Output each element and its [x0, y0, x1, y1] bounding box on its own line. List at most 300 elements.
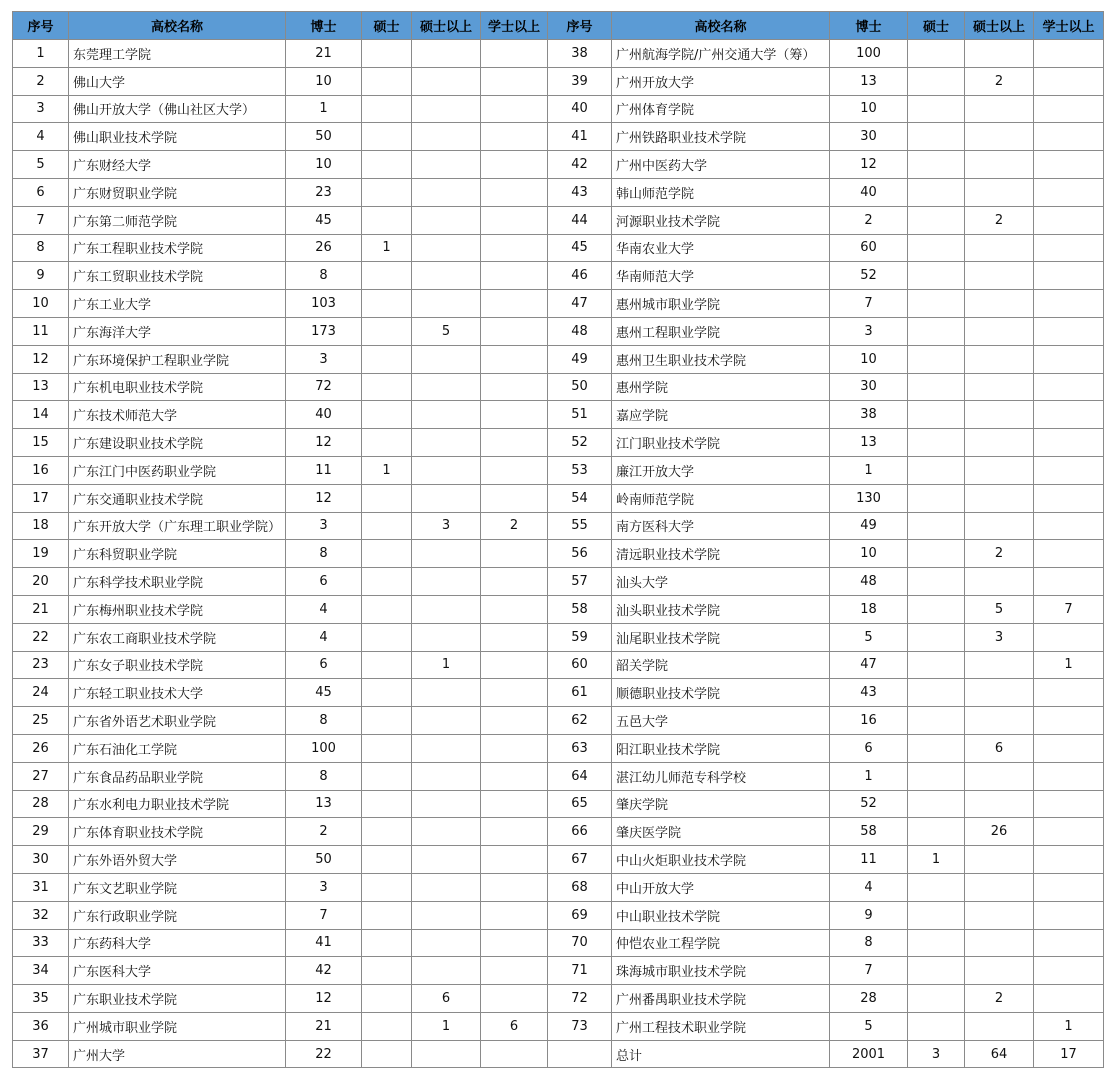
school-name-cell: 嘉应学院 [612, 401, 830, 429]
master-plus-cell [965, 290, 1034, 318]
bachelor-plus-cell [1034, 234, 1104, 262]
seq-cell: 61 [548, 679, 612, 707]
table-row [13, 151, 1104, 179]
bachelor-plus-cell [1034, 818, 1104, 846]
school-name-cell: 广东职业技术学院 [69, 985, 286, 1013]
master-plus-cell: 2 [965, 540, 1034, 568]
seq-cell: 72 [548, 985, 612, 1013]
school-name-cell: 佛山大学 [69, 67, 286, 95]
school-name-cell: 广东体育职业技术学院 [69, 818, 286, 846]
master-plus-cell [412, 67, 481, 95]
bachelor-plus-cell [1034, 373, 1104, 401]
table-row [13, 734, 1104, 762]
master-cell [908, 234, 965, 262]
school-name-cell: 广东水利电力职业技术学院 [69, 790, 286, 818]
phd-cell: 12 [286, 484, 362, 512]
master-plus-header: 硕士以上 [412, 12, 481, 40]
master-cell [908, 345, 965, 373]
master-plus-cell: 1 [412, 1012, 481, 1040]
master-cell [362, 762, 412, 790]
school-name-cell: 广东女子职业技术学院 [69, 651, 286, 679]
seq-cell: 58 [548, 595, 612, 623]
phd-cell: 8 [286, 540, 362, 568]
table-row [13, 985, 1104, 1013]
seq-cell: 57 [548, 568, 612, 596]
school-name-cell: 广东食品药品职业学院 [69, 762, 286, 790]
bachelor-plus-cell [1034, 401, 1104, 429]
phd-cell: 12 [830, 151, 908, 179]
master-plus-cell: 3 [412, 512, 481, 540]
seq-cell: 27 [13, 762, 69, 790]
bachelor-plus-cell [1034, 568, 1104, 596]
master-cell [908, 1012, 965, 1040]
master-plus-cell: 26 [965, 818, 1034, 846]
master-cell [362, 429, 412, 457]
school-name-header: 高校名称 [69, 12, 286, 40]
seq-cell: 11 [13, 317, 69, 345]
seq-cell: 30 [13, 846, 69, 874]
school-name-cell: 韶关学院 [612, 651, 830, 679]
master-cell [362, 707, 412, 735]
school-name-cell: 肇庆医学院 [612, 818, 830, 846]
master-plus-cell [412, 540, 481, 568]
bachelor-plus-cell [1034, 790, 1104, 818]
seq-cell: 64 [548, 762, 612, 790]
seq-cell: 21 [13, 595, 69, 623]
seq-cell: 71 [548, 957, 612, 985]
seq-cell: 51 [548, 401, 612, 429]
master-cell [362, 512, 412, 540]
school-name-cell: 广东科贸职业学院 [69, 540, 286, 568]
master-plus-cell [965, 512, 1034, 540]
bachelor-plus-cell [1034, 846, 1104, 874]
bachelor-plus-cell [1034, 67, 1104, 95]
master-plus-cell [965, 873, 1034, 901]
school-name-cell: 广东财经大学 [69, 151, 286, 179]
phd-cell: 30 [830, 373, 908, 401]
school-name-cell: 惠州学院 [612, 373, 830, 401]
phd-cell: 40 [286, 401, 362, 429]
seq-cell: 28 [13, 790, 69, 818]
school-name-cell: 广东省外语艺术职业学院 [69, 707, 286, 735]
table-row [13, 957, 1104, 985]
master-cell [362, 651, 412, 679]
seq-cell: 42 [548, 151, 612, 179]
phd-cell: 2 [830, 206, 908, 234]
phd-cell: 72 [286, 373, 362, 401]
phd-cell: 9 [830, 901, 908, 929]
master-header: 硕士 [362, 12, 412, 40]
bachelor-plus-cell [1034, 901, 1104, 929]
phd-cell: 49 [830, 512, 908, 540]
seq-cell: 4 [13, 123, 69, 151]
master-cell [908, 151, 965, 179]
bachelor-plus-cell [1034, 95, 1104, 123]
phd-cell: 23 [286, 178, 362, 206]
school-name-cell: 广东梅州职业技术学院 [69, 595, 286, 623]
master-plus-cell [412, 40, 481, 68]
school-name-cell: 佛山职业技术学院 [69, 123, 286, 151]
school-name-cell: 广州体育学院 [612, 95, 830, 123]
master-plus-cell [412, 178, 481, 206]
phd-cell: 3 [286, 512, 362, 540]
seq-cell: 45 [548, 234, 612, 262]
master-plus-cell [965, 762, 1034, 790]
phd-cell: 1 [830, 456, 908, 484]
master-cell [908, 317, 965, 345]
seq-cell: 43 [548, 178, 612, 206]
master-plus-cell [412, 846, 481, 874]
seq-cell: 33 [13, 929, 69, 957]
master-plus-cell: 2 [965, 67, 1034, 95]
seq-cell: 44 [548, 206, 612, 234]
phd-cell: 130 [830, 484, 908, 512]
master-cell: 1 [362, 456, 412, 484]
master-plus-cell [412, 95, 481, 123]
table-row [13, 67, 1104, 95]
master-cell [908, 929, 965, 957]
bachelor-plus-cell [481, 429, 548, 457]
bachelor-plus-cell [481, 262, 548, 290]
master-cell [908, 262, 965, 290]
phd-cell: 10 [830, 95, 908, 123]
master-plus-cell [965, 317, 1034, 345]
seq-cell: 60 [548, 651, 612, 679]
school-name-cell: 广州航海学院/广州交通大学（筹） [612, 40, 830, 68]
master-cell [362, 123, 412, 151]
master-cell [362, 67, 412, 95]
table-row [13, 568, 1104, 596]
master-plus-cell [965, 651, 1034, 679]
school-name-cell: 惠州城市职业学院 [612, 290, 830, 318]
phd-cell: 30 [830, 123, 908, 151]
table-row [13, 707, 1104, 735]
bachelor-plus-cell [481, 790, 548, 818]
master-plus-cell [965, 901, 1034, 929]
seq-cell: 67 [548, 846, 612, 874]
master-plus-cell [965, 568, 1034, 596]
seq-cell: 3 [13, 95, 69, 123]
recruitment-table [12, 11, 1104, 1068]
phd-cell: 7 [830, 290, 908, 318]
master-cell [908, 178, 965, 206]
bachelor-plus-cell [481, 290, 548, 318]
table-row [13, 790, 1104, 818]
master-plus-cell [412, 123, 481, 151]
bachelor-plus-cell [481, 846, 548, 874]
table-row [13, 873, 1104, 901]
phd-cell: 8 [286, 707, 362, 735]
seq-cell: 38 [548, 40, 612, 68]
seq-cell: 56 [548, 540, 612, 568]
table-row [13, 95, 1104, 123]
master-cell [908, 651, 965, 679]
master-cell [908, 401, 965, 429]
master-cell [908, 818, 965, 846]
school-name-cell: 阳江职业技术学院 [612, 734, 830, 762]
master-cell [362, 206, 412, 234]
bachelor-plus-cell [1034, 429, 1104, 457]
school-name-cell: 广东外语外贸大学 [69, 846, 286, 874]
seq-cell: 32 [13, 901, 69, 929]
master-plus-cell [965, 262, 1034, 290]
school-name-cell: 江门职业技术学院 [612, 429, 830, 457]
seq-cell: 53 [548, 456, 612, 484]
master-cell [362, 345, 412, 373]
school-name-cell: 广东轻工职业技术大学 [69, 679, 286, 707]
bachelor-plus-cell: 7 [1034, 595, 1104, 623]
bachelor-plus-cell [481, 373, 548, 401]
master-cell [362, 540, 412, 568]
master-cell [908, 484, 965, 512]
phd-cell: 18 [830, 595, 908, 623]
bachelor-plus-cell [1034, 123, 1104, 151]
school-name-cell: 广州铁路职业技术学院 [612, 123, 830, 151]
seq-cell: 15 [13, 429, 69, 457]
master-cell [908, 873, 965, 901]
phd-cell: 48 [830, 568, 908, 596]
master-cell [908, 290, 965, 318]
master-plus-cell [965, 707, 1034, 735]
school-name-cell: 广东建设职业技术学院 [69, 429, 286, 457]
school-name-cell: 广东机电职业技术学院 [69, 373, 286, 401]
master-plus-cell: 5 [965, 595, 1034, 623]
phd-cell: 6 [286, 568, 362, 596]
master-plus-cell: 64 [965, 1040, 1034, 1068]
master-cell [908, 95, 965, 123]
bachelor-plus-cell [481, 929, 548, 957]
phd-cell: 1 [286, 95, 362, 123]
master-cell: 1 [908, 846, 965, 874]
table-row [13, 401, 1104, 429]
table-row [13, 846, 1104, 874]
phd-cell: 21 [286, 1012, 362, 1040]
school-name-cell: 廉江开放大学 [612, 456, 830, 484]
phd-cell: 47 [830, 651, 908, 679]
school-name-cell: 中山火炬职业技术学院 [612, 846, 830, 874]
bachelor-plus-cell [1034, 707, 1104, 735]
master-plus-cell [965, 929, 1034, 957]
master-plus-cell [965, 456, 1034, 484]
phd-cell: 103 [286, 290, 362, 318]
master-plus-cell: 6 [412, 985, 481, 1013]
phd-cell: 10 [830, 345, 908, 373]
master-cell [908, 123, 965, 151]
bachelor-plus-cell [481, 679, 548, 707]
master-plus-cell [965, 345, 1034, 373]
phd-cell: 10 [286, 67, 362, 95]
school-name-cell: 广东交通职业技术学院 [69, 484, 286, 512]
bachelor-plus-cell [1034, 929, 1104, 957]
phd-header: 博士 [830, 12, 908, 40]
master-cell [362, 151, 412, 179]
school-name-cell: 总计 [612, 1040, 830, 1068]
master-plus-cell [412, 401, 481, 429]
school-name-cell: 仲恺农业工程学院 [612, 929, 830, 957]
school-name-cell: 中山开放大学 [612, 873, 830, 901]
master-plus-cell [965, 429, 1034, 457]
table-row [13, 262, 1104, 290]
bachelor-plus-cell [481, 1040, 548, 1068]
master-plus-cell [412, 929, 481, 957]
school-name-cell: 广东工贸职业技术学院 [69, 262, 286, 290]
bachelor-plus-cell: 2 [481, 512, 548, 540]
bachelor-plus-cell [1034, 484, 1104, 512]
phd-cell: 22 [286, 1040, 362, 1068]
master-cell [362, 846, 412, 874]
school-name-cell: 广东工程职业技术学院 [69, 234, 286, 262]
bachelor-plus-cell [481, 67, 548, 95]
school-name-cell: 岭南师范学院 [612, 484, 830, 512]
seq-cell: 47 [548, 290, 612, 318]
bachelor-plus-cell: 17 [1034, 1040, 1104, 1068]
school-name-cell: 汕尾职业技术学院 [612, 623, 830, 651]
master-plus-cell [412, 957, 481, 985]
seq-cell: 66 [548, 818, 612, 846]
phd-header: 博士 [286, 12, 362, 40]
master-cell [362, 1040, 412, 1068]
bachelor-plus-cell [481, 206, 548, 234]
school-name-cell: 广东药科大学 [69, 929, 286, 957]
school-name-cell: 广东农工商职业技术学院 [69, 623, 286, 651]
seq-cell: 23 [13, 651, 69, 679]
phd-cell: 50 [286, 123, 362, 151]
bachelor-plus-cell [1034, 206, 1104, 234]
master-cell [362, 95, 412, 123]
phd-cell: 10 [830, 540, 908, 568]
phd-cell: 11 [830, 846, 908, 874]
master-plus-cell [412, 734, 481, 762]
master-plus-cell [412, 623, 481, 651]
bachelor-plus-cell [1034, 623, 1104, 651]
seq-cell: 41 [548, 123, 612, 151]
master-plus-cell: 1 [412, 651, 481, 679]
master-cell [908, 957, 965, 985]
phd-cell: 7 [286, 901, 362, 929]
bachelor-plus-cell [481, 234, 548, 262]
bachelor-plus-cell [481, 151, 548, 179]
master-cell [908, 456, 965, 484]
master-plus-cell [965, 401, 1034, 429]
bachelor-plus-cell [481, 818, 548, 846]
table-row [13, 178, 1104, 206]
bachelor-plus-cell [1034, 345, 1104, 373]
master-cell [362, 734, 412, 762]
master-plus-cell [412, 679, 481, 707]
school-name-cell: 南方医科大学 [612, 512, 830, 540]
master-cell [362, 957, 412, 985]
phd-cell: 173 [286, 317, 362, 345]
bachelor-plus-cell [1034, 178, 1104, 206]
seq-cell: 18 [13, 512, 69, 540]
seq-cell: 39 [548, 67, 612, 95]
master-cell [362, 373, 412, 401]
master-cell [362, 623, 412, 651]
master-plus-cell [412, 429, 481, 457]
school-name-cell: 河源职业技术学院 [612, 206, 830, 234]
bachelor-plus-cell [481, 762, 548, 790]
master-plus-cell [965, 373, 1034, 401]
school-name-cell: 广东财贸职业学院 [69, 178, 286, 206]
table-row [13, 818, 1104, 846]
master-cell [908, 679, 965, 707]
phd-cell: 6 [830, 734, 908, 762]
bachelor-plus-cell [481, 568, 548, 596]
school-name-cell: 顺德职业技术学院 [612, 679, 830, 707]
bachelor-plus-cell: 1 [1034, 1012, 1104, 1040]
bachelor-plus-cell [481, 540, 548, 568]
bachelor-plus-cell [1034, 512, 1104, 540]
seq-cell: 70 [548, 929, 612, 957]
master-plus-cell [412, 818, 481, 846]
master-cell [362, 40, 412, 68]
school-name-cell: 东莞理工学院 [69, 40, 286, 68]
master-plus-header: 硕士以上 [965, 12, 1034, 40]
phd-cell: 41 [286, 929, 362, 957]
school-name-cell: 肇庆学院 [612, 790, 830, 818]
master-cell [362, 818, 412, 846]
seq-cell: 16 [13, 456, 69, 484]
bachelor-plus-cell [1034, 985, 1104, 1013]
master-cell [362, 317, 412, 345]
school-name-cell: 广州城市职业学院 [69, 1012, 286, 1040]
table-row [13, 901, 1104, 929]
phd-cell: 13 [286, 790, 362, 818]
master-plus-cell [965, 178, 1034, 206]
bachelor-plus-cell: 1 [1034, 651, 1104, 679]
seq-cell: 14 [13, 401, 69, 429]
school-name-cell: 惠州卫生职业技术学院 [612, 345, 830, 373]
seq-cell: 2 [13, 67, 69, 95]
seq-cell: 37 [13, 1040, 69, 1068]
seq-cell: 52 [548, 429, 612, 457]
master-cell [908, 429, 965, 457]
master-cell [908, 623, 965, 651]
master-plus-cell [412, 901, 481, 929]
phd-cell: 3 [286, 345, 362, 373]
master-cell [362, 679, 412, 707]
seq-cell: 68 [548, 873, 612, 901]
master-cell [362, 568, 412, 596]
phd-cell: 8 [286, 262, 362, 290]
master-plus-cell [412, 206, 481, 234]
bachelor-plus-cell [481, 651, 548, 679]
school-name-cell: 珠海城市职业技术学院 [612, 957, 830, 985]
seq-cell: 55 [548, 512, 612, 540]
phd-cell: 45 [286, 679, 362, 707]
phd-cell: 21 [286, 40, 362, 68]
seq-cell: 36 [13, 1012, 69, 1040]
bachelor-plus-header: 学士以上 [1034, 12, 1104, 40]
seq-cell: 29 [13, 818, 69, 846]
seq-cell: 49 [548, 345, 612, 373]
phd-cell: 12 [286, 985, 362, 1013]
seq-cell: 12 [13, 345, 69, 373]
phd-cell: 43 [830, 679, 908, 707]
school-name-cell: 广州番禺职业技术学院 [612, 985, 830, 1013]
master-cell [362, 790, 412, 818]
bachelor-plus-cell: 6 [481, 1012, 548, 1040]
bachelor-plus-cell [481, 707, 548, 735]
master-cell [362, 401, 412, 429]
school-name-cell: 清远职业技术学院 [612, 540, 830, 568]
master-plus-cell [412, 790, 481, 818]
master-cell [908, 206, 965, 234]
master-cell [362, 1012, 412, 1040]
table-row [13, 1040, 1104, 1068]
master-cell [908, 762, 965, 790]
table-row [13, 40, 1104, 68]
